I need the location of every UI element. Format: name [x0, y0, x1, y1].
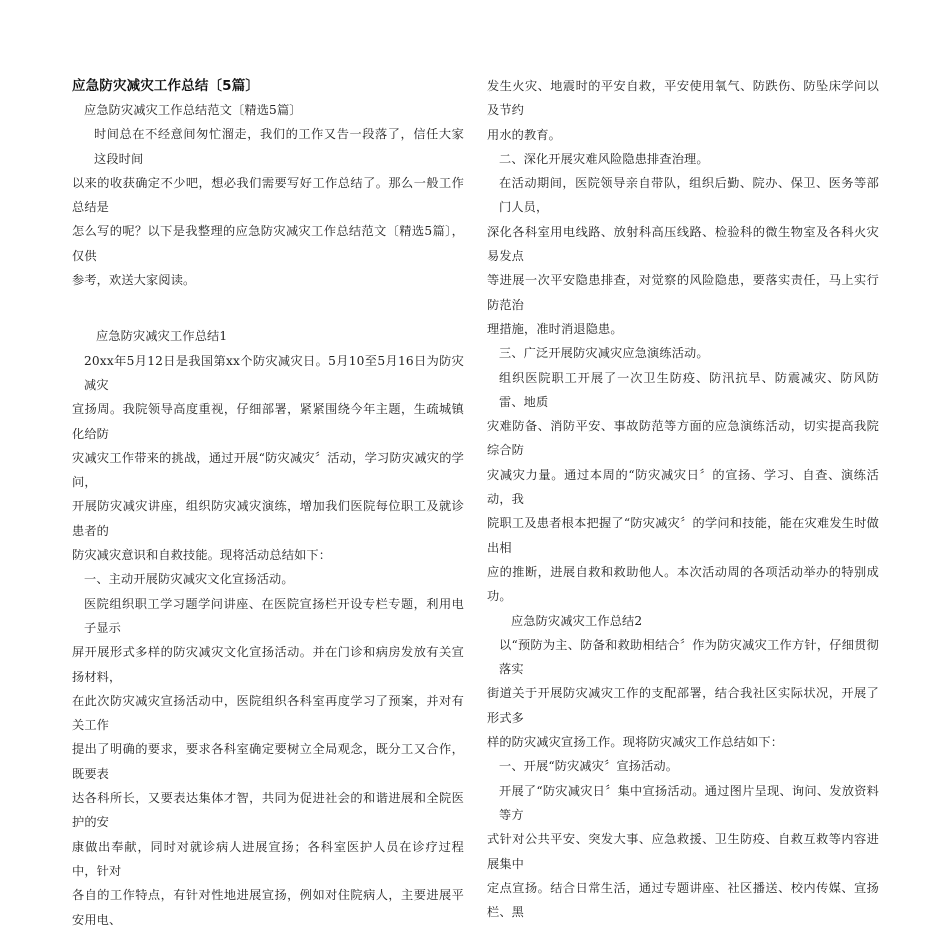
text-line: 式针对公共平安、突发大事、应急救援、卫生防疫、自救互救等内容进展集中	[487, 832, 879, 871]
text-line: 医院组织职工学习题学问讲座、在医院宣扬栏开设专栏专题，利用电子显示	[84, 596, 464, 635]
paragraph	[72, 592, 464, 932]
text-line: 理措施，准时消退隐患。	[487, 321, 623, 336]
text-line: 参考，欢送大家阅读。	[72, 273, 196, 288]
left-column	[72, 74, 464, 932]
text-line: 等进展一次平安隐患排查，对觉察的风险隐患，要落实责任，马上实行防范治	[487, 273, 879, 312]
intro-paragraph	[72, 122, 464, 292]
text-line: 样的防灾减灾宣扬工作。现将防灾减灾工作总结如下：	[487, 735, 784, 750]
text-line: 宣扬周。我院领导高度重视，仔细部署，紧紧围绕今年主题，生疏城镇化给防	[72, 402, 464, 441]
section-heading: 二、深化开展灾难风险隐患排查治理。	[499, 151, 709, 166]
text-line: 院职工及患者根本把握了“防灾减灾〞的学问和技能，能在灾难发生时做出相	[487, 516, 879, 555]
section-title: 应急防灾减灾工作总结1	[96, 329, 228, 344]
text-line: 灾难防备、消防平安、事故防范等方面的应急演练活动，切实提高我院综合防	[487, 419, 879, 458]
text-line: 以来的收获确定不少吧，想必我们需要写好工作总结了。那么一般工作总结是	[72, 175, 464, 215]
text-line: 灾减灾力量。通过本周的“防灾减灾日〞的宣扬、学习、自查、演练活动，我	[487, 467, 879, 507]
text-line: 发生火灾、地震时的平安自救，平安使用氧气、防跌伤、防坠床学问以及节约	[487, 79, 879, 118]
text-line: 达各科所长，又要表达集体才智，共同为促进社会的和谐进展和全院医护的安	[72, 791, 464, 830]
text-line: 街道关于开展防灾减灾工作的支配部署，结合我社区实际状况，开展了形式多	[487, 686, 879, 725]
text-line: 提出了明确的要求，要求各科室确定要树立全局观念，既分工又合作，既要表	[72, 742, 464, 781]
paragraph	[487, 633, 879, 754]
text-line: 在活动期间，医院领导亲自带队，组织后勤、院办、保卫、医务等部门人员，	[499, 176, 879, 215]
document-subtitle: 应急防灾减灾工作总结范文〔精选5篇〕	[84, 103, 302, 117]
text-line: 20xx年5月12日是我国第xx个防灾减灾日。5月10至5月16日为防灾减灾	[84, 353, 464, 392]
text-line: 怎么写的呢？以下是我整理的应急防灾减灾工作总结范文〔精选5篇〕，仅供	[72, 224, 464, 263]
section-heading: 三、广泛开展防灾减灾应急演练活动。	[499, 346, 709, 361]
paragraph	[487, 171, 879, 341]
paragraph	[72, 349, 464, 568]
section-title: 应急防灾减灾工作总结2	[511, 613, 643, 628]
text-line: 深化各科室用电线路、放射科高压线路、检验科的微生物室及各科火灾易发点	[487, 224, 879, 264]
text-line: 灾减灾工作带来的挑战，通过开展“防灾减灾〞活动，学习防灾减灾的学问，	[72, 450, 464, 490]
text-line: 康做出奉献，同时对就诊病人进展宣扬；各科室医护人员在诊疗过程中，针对	[72, 839, 464, 878]
text-line: 定点宣扬。结合日常生活，通过专题讲座、社区播送、校内传媒、宣扬栏、黑	[487, 880, 879, 920]
document-title: 应急防灾减灾工作总结〔5篇〕	[72, 78, 259, 94]
text-line: 屏开展形式多样的防灾减灾文化宣扬活动。并在门诊和病房发放有关宣扬材料，	[72, 645, 464, 684]
text-line: 各自的工作特点，有针对性地进展宣扬，例如对住院病人，主要进展平安用电、	[72, 888, 464, 927]
text-line: 时间总在不经意间匆忙溜走，我们的工作又告一段落了，信任大家这段时间	[94, 127, 464, 166]
text-line: 开展防灾减灾讲座，组织防灾减灾演练，增加我们医院每位职工及就诊患者的	[72, 499, 464, 538]
text-line: 在此次防灾减灾宣扬活动中，医院组织各科室再度学习了预案，并对有关工作	[72, 693, 464, 733]
right-column	[487, 74, 879, 924]
paragraph	[487, 366, 879, 609]
section-heading: 一、开展“防灾减灾〞宣扬活动。	[499, 759, 679, 774]
text-line: 组织医院职工开展了一次卫生防疫、防汛抗旱、防震减灾、防风防雷、地质	[499, 370, 879, 409]
section-heading: 一、主动开展防灾减灾文化宣扬活动。	[84, 572, 294, 587]
text-line: 用水的教育。	[487, 127, 562, 142]
text-line: 以“预防为主、防备和救助相结合〞作为防灾减灾工作方针，仔细贯彻落实	[499, 637, 879, 677]
paragraph	[487, 74, 879, 147]
text-line: 应的推断，进展自救和救助他人。本次活动周的各项活动举办的特别成功。	[487, 564, 879, 604]
text-line: 防灾减灾意识和自救技能。现将活动总结如下：	[72, 548, 332, 563]
paragraph	[487, 779, 879, 925]
text-line: 开展了“防灾减灾日〞集中宣扬活动。通过图片呈现、询问、发放资料等方	[499, 783, 879, 822]
